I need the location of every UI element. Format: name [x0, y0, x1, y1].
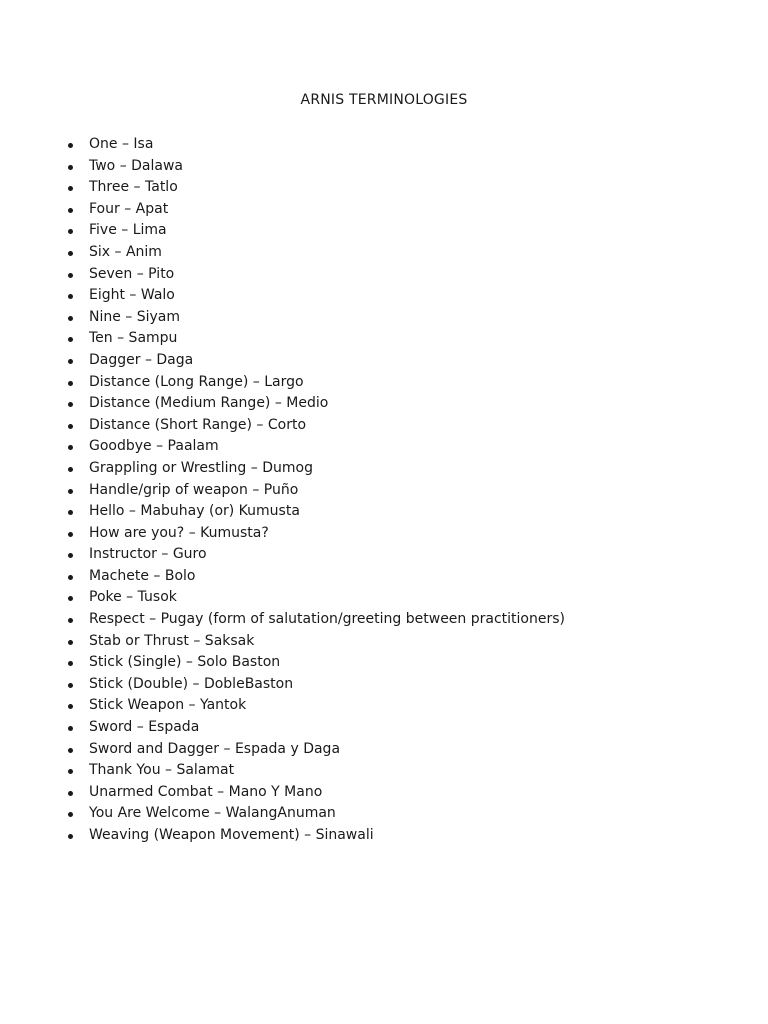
list-item	[66, 695, 565, 717]
bullet-icon	[68, 834, 73, 839]
list-item	[66, 782, 565, 804]
bullet-icon	[68, 445, 73, 450]
bullet-icon	[68, 791, 73, 796]
term-text: Stab or Thrust – Saksak	[89, 632, 255, 649]
list-item	[66, 285, 565, 307]
list-item	[66, 307, 565, 329]
term-text: Unarmed Combat – Mano Y Mano	[89, 783, 323, 800]
list-item	[66, 436, 565, 458]
term-text: Four – Apat	[89, 200, 169, 217]
term-text: Poke – Tusok	[89, 589, 177, 606]
term-text: How are you? – Kumusta?	[89, 524, 269, 541]
list-item	[66, 480, 565, 502]
list-item	[66, 156, 565, 178]
term-text: Sword – Espada	[89, 719, 200, 736]
bullet-icon	[68, 748, 73, 753]
bullet-icon	[68, 165, 73, 170]
list-item	[66, 458, 565, 480]
term-text: Machete – Bolo	[89, 567, 196, 584]
bullet-icon	[68, 467, 73, 472]
bullet-icon	[68, 381, 73, 386]
list-item	[66, 587, 565, 609]
term-text: Grappling or Wrestling – Dumog	[89, 459, 313, 476]
term-text: Stick (Single) – Solo Baston	[89, 654, 281, 671]
term-text: You Are Welcome – WalangAnuman	[89, 805, 336, 822]
bullet-icon	[68, 640, 73, 645]
list-item	[66, 199, 565, 221]
list-item	[66, 242, 565, 264]
term-text: Nine – Siyam	[89, 308, 181, 325]
term-text: Distance (Short Range) – Corto	[89, 416, 307, 433]
term-text: Eight – Walo	[89, 287, 175, 304]
document-title: ARNIS TERMINOLOGIES	[300, 92, 468, 108]
term-text: Handle/grip of weapon – Puño	[89, 481, 299, 498]
term-text: Six – Anim	[89, 243, 162, 260]
bullet-icon	[68, 359, 73, 364]
list-item	[66, 134, 565, 156]
list-item	[66, 825, 565, 847]
bullet-icon	[68, 510, 73, 515]
term-text: Hello – Mabuhay (or) Kumusta	[89, 503, 300, 520]
term-text: Three – Tatlo	[89, 179, 178, 196]
list-item	[66, 652, 565, 674]
list-item	[66, 544, 565, 566]
list-item	[66, 609, 565, 631]
term-text: Thank You – Salamat	[89, 762, 235, 779]
bullet-icon	[68, 402, 73, 407]
list-item	[66, 739, 565, 761]
list-item	[66, 350, 565, 372]
bullet-icon	[68, 251, 73, 256]
term-text: Five – Lima	[89, 222, 167, 239]
term-text: Dagger – Daga	[89, 351, 194, 368]
list-item	[66, 631, 565, 653]
list-item	[66, 264, 565, 286]
bullet-icon	[68, 704, 73, 709]
list-item	[66, 803, 565, 825]
bullet-icon	[68, 575, 73, 580]
list-item	[66, 328, 565, 350]
bullet-icon	[68, 812, 73, 817]
bullet-icon	[68, 726, 73, 731]
bullet-icon	[68, 143, 73, 148]
bullet-icon	[68, 273, 73, 278]
list-item	[66, 177, 565, 199]
bullet-icon	[68, 186, 73, 191]
bullet-icon	[68, 596, 73, 601]
term-text: Sword and Dagger – Espada y Daga	[89, 740, 341, 757]
term-text: Stick Weapon – Yantok	[89, 697, 247, 714]
bullet-icon	[68, 337, 73, 342]
list-item	[66, 372, 565, 394]
term-text: Goodbye – Paalam	[89, 438, 219, 455]
bullet-icon	[68, 208, 73, 213]
list-item	[66, 501, 565, 523]
term-text: Two – Dalawa	[89, 157, 184, 174]
list-item	[66, 523, 565, 545]
term-text: One – Isa	[89, 136, 154, 152]
bullet-icon	[68, 683, 73, 688]
bullet-icon	[68, 316, 73, 321]
list-item	[66, 415, 565, 437]
list-item	[66, 393, 565, 415]
term-text: Weaving (Weapon Movement) – Sinawali	[89, 827, 374, 843]
term-text: Seven – Pito	[89, 265, 175, 282]
bullet-icon	[68, 229, 73, 234]
bullet-icon	[68, 769, 73, 774]
term-text: Ten – Sampu	[89, 330, 178, 347]
term-text: Instructor – Guro	[89, 546, 207, 563]
list-item	[66, 717, 565, 739]
list-item	[66, 674, 565, 696]
bullet-icon	[68, 661, 73, 666]
list-item	[66, 566, 565, 588]
bullet-icon	[68, 489, 73, 494]
term-text: Stick (Double) – DobleBaston	[89, 675, 294, 692]
term-text: Distance (Long Range) – Largo	[89, 373, 304, 390]
terminology-list	[66, 134, 565, 847]
bullet-icon	[68, 618, 73, 623]
bullet-icon	[68, 532, 73, 537]
bullet-icon	[68, 294, 73, 299]
bullet-icon	[68, 553, 73, 558]
list-item	[66, 220, 565, 242]
bullet-icon	[68, 424, 73, 429]
term-text: Distance (Medium Range) – Medio	[89, 395, 329, 412]
term-text: Respect – Pugay (form of salutation/greeting between practitioners)	[89, 611, 565, 628]
list-item	[66, 760, 565, 782]
